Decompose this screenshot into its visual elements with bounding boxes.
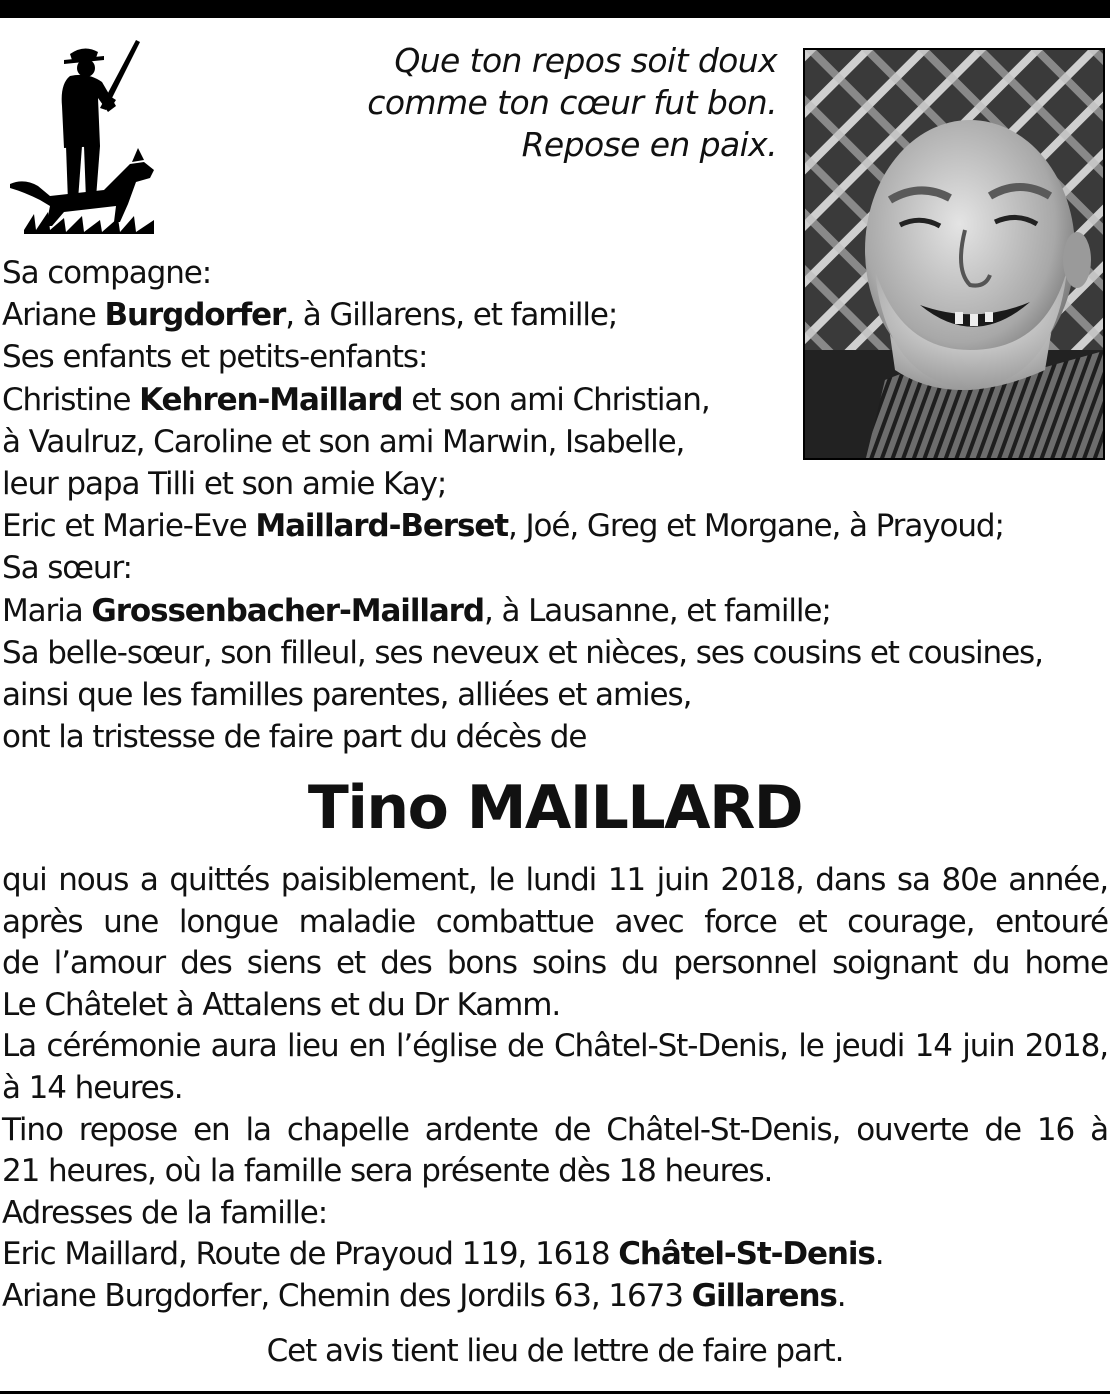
epitaph-line: Repose en paix. bbox=[521, 125, 777, 164]
address-line: Ariane Burgdorfer, Chemin des Jordils 63, 1673 Gillarens. bbox=[2, 1277, 846, 1314]
body-line: Le Châtelet à Attalens et du Dr Kamm. bbox=[2, 986, 561, 1023]
family-line: Ariane Burgdorfer, à Gillarens, et famille; bbox=[2, 297, 618, 334]
body-line: Adresses de la famille: bbox=[2, 1194, 328, 1231]
body-line: qui nous a quittés paisiblement, le lundi 11 juin 2018, dans sa 80e année, bbox=[2, 862, 1108, 898]
hunter-with-dog-icon bbox=[4, 36, 162, 236]
address-town: Châtel-St-Denis bbox=[618, 1236, 875, 1273]
family-line: ont la tristesse de faire part du décès de bbox=[2, 719, 587, 756]
body-line: de l’amour des siens et des bons soins du personnel soignant du home bbox=[2, 945, 1108, 982]
closing-note: Cet avis tient lieu de lettre de faire part. bbox=[266, 1333, 844, 1369]
body-line: à 14 heures. bbox=[2, 1069, 183, 1106]
family-surname: Burgdorfer bbox=[104, 297, 286, 334]
family-line: Sa belle-sœur, son filleul, ses neveux et nièces, ses cousins et cousines, bbox=[2, 634, 1043, 671]
family-list bbox=[2, 252, 1102, 758]
body-line: après une longue maladie combattue avec force et courage, entouré bbox=[2, 903, 1108, 940]
family-line: Maria Grossenbacher-Maillard, à Lausanne, et famille; bbox=[2, 592, 831, 629]
family-line: leur papa Tilli et son amie Kay; bbox=[2, 466, 447, 503]
address-town: Gillarens bbox=[691, 1277, 837, 1314]
family-line: ainsi que les familles parentes, alliées et amies, bbox=[2, 677, 692, 714]
family-line: Sa sœur: bbox=[2, 550, 132, 587]
epitaph-line: Que ton repos soit doux bbox=[394, 41, 777, 80]
family-surname: Maillard-Berset bbox=[255, 508, 508, 545]
body-line: Tino repose en la chapelle ardente de Châtel-St-Denis, ouverte de 16 à bbox=[2, 1111, 1108, 1148]
body-line: La cérémonie aura lieu en l’église de Châtel-St-Denis, le jeudi 14 juin 2018, bbox=[2, 1028, 1108, 1065]
notice-body bbox=[2, 860, 1108, 1318]
family-surname: Kehren-Maillard bbox=[139, 381, 403, 418]
family-line: Sa compagne: bbox=[2, 255, 212, 291]
address-line: Eric Maillard, Route de Prayoud 119, 1618 Châtel-St-Denis. bbox=[2, 1236, 884, 1273]
family-surname: Grossenbacher-Maillard bbox=[91, 592, 484, 629]
epitaph-line: comme ton cœur fut bon. bbox=[367, 83, 777, 122]
family-line: Christine Kehren-Maillard et son ami Christian, bbox=[2, 381, 710, 418]
family-line: à Vaulruz, Caroline et son ami Marwin, Isabelle, bbox=[2, 423, 685, 460]
body-line: 21 heures, où la famille sera présente dès 18 heures. bbox=[2, 1153, 773, 1190]
epitaph-quote bbox=[357, 40, 777, 166]
family-line: Eric et Marie-Eve Maillard-Berset, Joé, Greg et Morgane, à Prayoud; bbox=[2, 508, 1004, 545]
deceased-name: Tino MAILLARD bbox=[307, 773, 803, 843]
family-line: Ses enfants et petits-enfants: bbox=[2, 339, 428, 376]
top-rule bbox=[0, 0, 1110, 18]
